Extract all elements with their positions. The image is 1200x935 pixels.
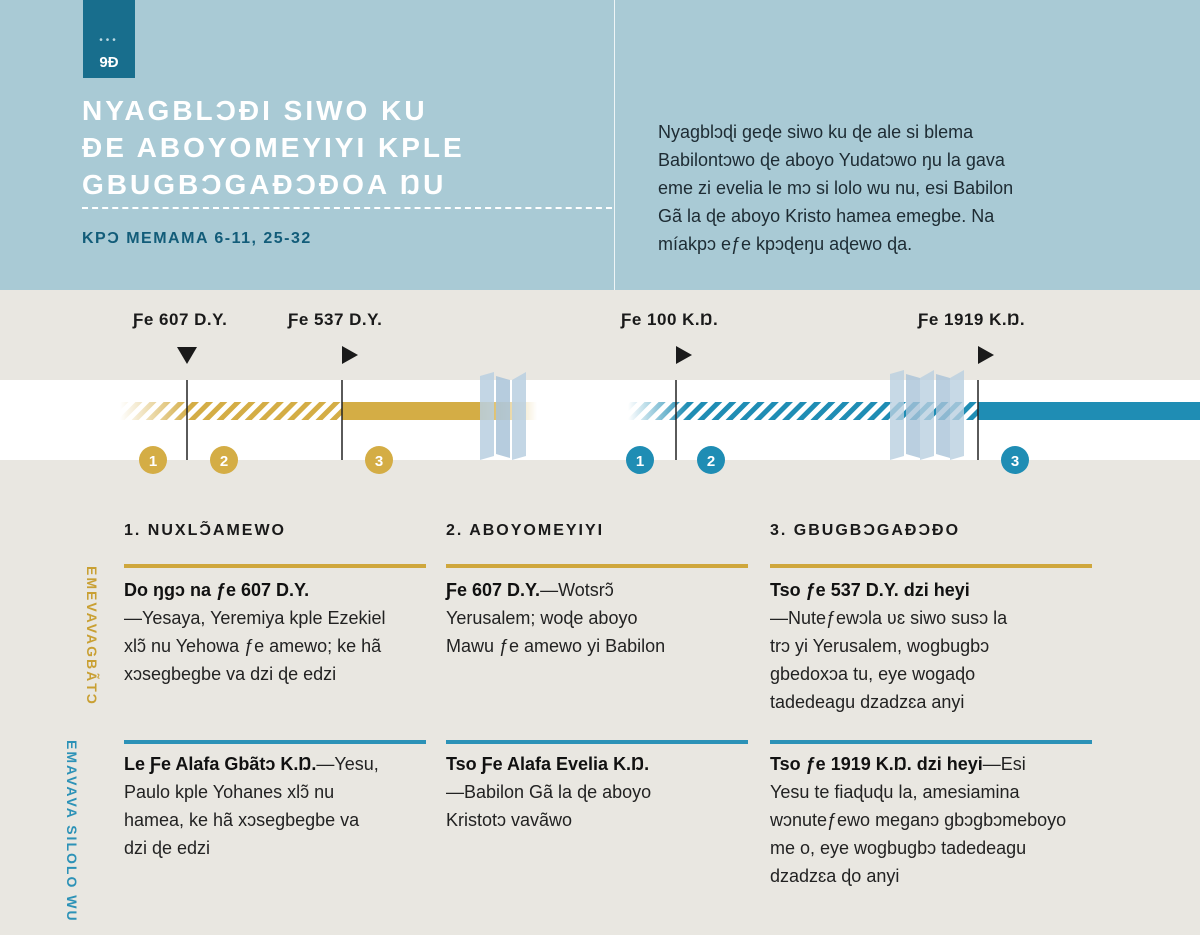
blue-solid-segment (978, 402, 1200, 420)
blue-marker-1 (626, 446, 654, 474)
svg-text:3: 3 (374, 453, 384, 470)
row-2-rule (446, 740, 748, 744)
svg-text:2: 2 (219, 453, 229, 470)
row-2-rule (124, 740, 426, 744)
intro-line: míakpɔ eƒe kpɔɖeŋu aɖewo ɖa. (658, 234, 913, 254)
cell-2-1: Le Ƒe Alafa Gbãtɔ K.Ŋ.—Yesu, Paulo kple Yohanes xlɔ̃ nu hamea, ke hã xɔsegbegbe va dzi ɖe edzi (124, 754, 379, 858)
arrow-right-icon (342, 346, 358, 364)
title-line: NYAGBLƆĐI SIWO KU (82, 95, 428, 126)
svg-text:1: 1 (148, 453, 158, 470)
section-badge (83, 0, 135, 78)
dashed-divider (82, 207, 612, 209)
column-heading-restoration: 3. GBUGBƆGAĐƆĐO (770, 522, 961, 539)
date-label-607: Ƒe 607 D.Y. (133, 310, 228, 329)
arrow-right-icon (978, 346, 994, 364)
svg-text:2: 2 (706, 453, 716, 470)
blue-marker-3 (1001, 446, 1029, 474)
date-label-537: Ƒe 537 D.Y. (288, 310, 383, 329)
page-title (82, 92, 552, 203)
dots-icon: ••• (99, 35, 119, 46)
row-1-rule (124, 564, 426, 568)
cell-1-1: Do ŋgɔ na ƒe 607 D.Y. —Yesaya, Yeremiya kple Ezekiel xlɔ̃ nu Yehowa ƒe amewo; ke hã xɔsegbegbe va dzi ɖe edzi (124, 580, 386, 684)
date-label-1919: Ƒe 1919 K.Ŋ. (918, 310, 1026, 329)
column-heading-warnings: 1. NUXLƆ̃AMEWO (124, 522, 286, 539)
arrow-down-icon (177, 347, 197, 364)
cell-1-2: Ƒe 607 D.Y.—Wotsrɔ̃ Yerusalem; woɖe aboyo Mawu ƒe amewo yi Babilon (446, 580, 666, 656)
row-label-greater-fulfillment: EMAVAVA SILOLO WU (64, 740, 80, 923)
svg-text:3: 3 (1010, 453, 1020, 470)
header-divider (614, 0, 615, 290)
svg-text:1: 1 (635, 453, 645, 470)
cell-1-3: Tso ƒe 537 D.Y. dzi heyi —Nuteƒewɔla ʋɛ siwo susɔ la trɔ yi Yerusalem, wogbugbɔ gbedoxɔa tu, eye wogaɖo tadedeagu dzadzɛa anyi (770, 580, 1008, 712)
cell-2-3: Tso ƒe 1919 K.Ŋ. dzi heyi—Esi Yesu te fiaɖuɖu la, amesiamina wɔnuteƒewo meganɔ gbɔgbɔmeboyo me o, eye wogbugbɔ tadedeagu dzadzɛa ɖo anyi (770, 754, 1067, 886)
intro-line: Babilontɔwo ɖe aboyo Yudatɔwo ŋu la gava (658, 150, 1005, 170)
title-line: ĐE ABOYOMEYIYI KPLE (82, 132, 465, 163)
date-label-100: Ƒe 100 K.Ŋ. (621, 310, 719, 329)
arrow-right-icon (676, 346, 692, 364)
timeline-break-gold (480, 372, 526, 460)
column-heading-captivity: 2. ABOYOMEYIYI (446, 522, 605, 539)
scripture-reference: KPƆ MEMAMA 6-11, 25-32 (82, 230, 312, 247)
intro-line: Gã la ɖe aboyo Kristo hamea emegbe. Na (658, 206, 995, 226)
blue-marker-2 (697, 446, 725, 474)
intro-line: eme zi evelia le mɔ si lolo wu nu, esi Babilon (658, 178, 1014, 198)
row-label-first-fulfillment: EMEVAVAGBÃTƆ (84, 566, 100, 706)
row-1-rule (446, 564, 748, 568)
timeline-break-blue (890, 370, 964, 460)
intro-line: Nyagblɔɖi geɖe siwo ku ɖe ale si blema (658, 122, 974, 142)
gold-marker-2 (210, 446, 238, 474)
row-2-rule (770, 740, 1092, 744)
cell-2-2: Tso Ƒe Alafa Evelia K.Ŋ. —Babilon Gã la ɖe aboyo Kristotɔ vavãwo (446, 754, 652, 830)
gold-marker-3 (365, 446, 393, 474)
section-number: 9Đ (99, 54, 119, 71)
row-1-rule (770, 564, 1092, 568)
title-line: GBUGBƆGAĐƆĐOA ŊU (82, 169, 447, 200)
intro-text (658, 118, 1128, 258)
gold-marker-1 (139, 446, 167, 474)
